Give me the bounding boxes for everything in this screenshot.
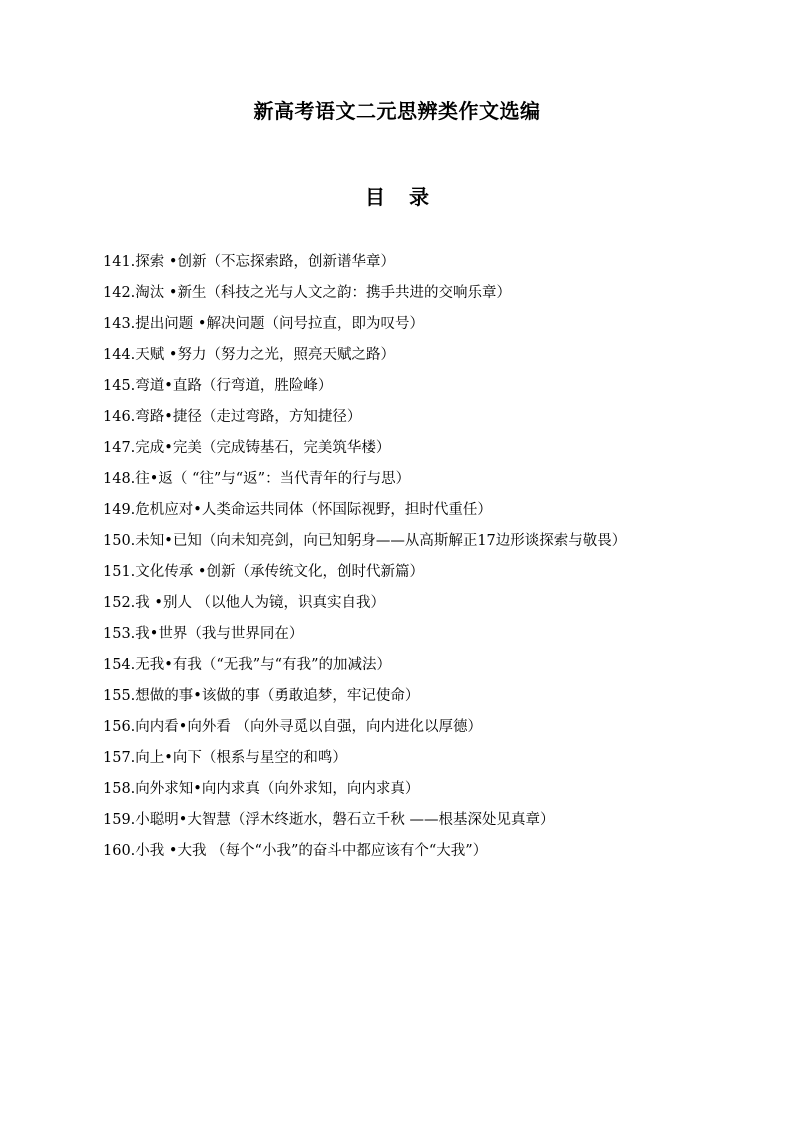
toc-entry[interactable]: 148.往•返（ “往”与“返”：当代青年的行与思） bbox=[103, 471, 411, 487]
toc-entry[interactable]: 152.我 •别人 （以他人为镜，识真实自我） bbox=[103, 595, 386, 611]
toc-entry[interactable]: 159.小聪明•大智慧（浮木终逝水，磐石立千秋 ——根基深处见真章） bbox=[103, 812, 555, 828]
toc-entry[interactable]: 143.提出问题 •解决问题（问号拉直，即为叹号） bbox=[103, 316, 424, 332]
toc-entry[interactable]: 147.完成•完美（完成铸基石，完美筑华楼） bbox=[103, 440, 391, 456]
toc-entry[interactable]: 157.向上•向下（根系与星空的和鸣） bbox=[103, 750, 347, 766]
toc-entry[interactable]: 158.向外求知•向内求真（向外求知，向内求真） bbox=[103, 781, 420, 797]
table-of-contents bbox=[103, 252, 743, 872]
toc-entry[interactable]: 155.想做的事•该做的事（勇敢追梦，牢记使命） bbox=[103, 688, 420, 704]
toc-entry[interactable]: 142.淘汰 •新生（科技之光与人文之韵：携手共进的交响乐章） bbox=[103, 285, 511, 301]
toc-entry[interactable]: 151.文化传承 •创新（承传统文化，创时代新篇） bbox=[103, 564, 424, 580]
toc-entry[interactable]: 156.向内看•向外看 （向外寻觅以自强，向内进化以厚德） bbox=[103, 719, 482, 735]
toc-entry[interactable]: 146.弯路•捷径（走过弯路，方知捷径） bbox=[103, 409, 362, 425]
toc-entry[interactable]: 141.探索 •创新（不忘探索路，创新谱华章） bbox=[103, 254, 395, 270]
toc-heading-char-1: 目 bbox=[365, 185, 385, 209]
document-title: 新高考语文二元思辨类作文选编 bbox=[253, 99, 541, 123]
toc-entry[interactable]: 145.弯道•直路（行弯道，胜险峰） bbox=[103, 378, 333, 394]
toc-entry[interactable]: 144.天赋 •努力（努力之光，照亮天赋之路） bbox=[103, 347, 395, 363]
toc-entry[interactable]: 150.未知•已知（向未知亮剑，向已知躬身——从高斯解正17边形谈探索与敬畏） bbox=[103, 533, 627, 549]
toc-entry[interactable]: 154.无我•有我（“无我”与“有我”的加减法） bbox=[103, 657, 391, 673]
toc-entry[interactable]: 160.小我 •大我 （每个“小我”的奋斗中都应该有个“大我”） bbox=[103, 843, 488, 859]
toc-heading-char-2: 录 bbox=[409, 185, 429, 209]
toc-entry[interactable]: 149.危机应对•人类命运共同体（怀国际视野，担时代重任） bbox=[103, 502, 492, 518]
toc-heading bbox=[0, 181, 794, 210]
toc-entry[interactable]: 153.我•世界（我与世界同在） bbox=[103, 626, 304, 642]
